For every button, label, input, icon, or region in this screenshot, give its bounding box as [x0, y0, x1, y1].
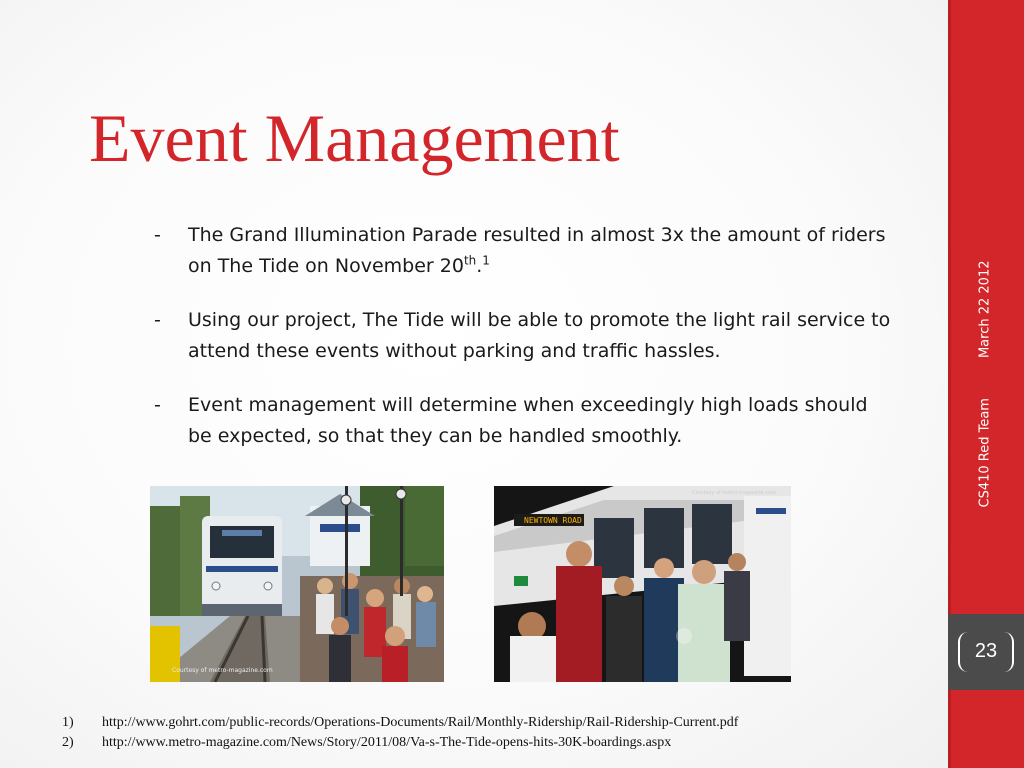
photo-credit: Courtesy of metro-magazine.com — [172, 667, 273, 674]
bullet-text: Event management will determine when exceedingly high loads should be expected, so that they can be handled smoothly. — [188, 394, 868, 447]
photo-day-station — [150, 486, 444, 682]
reference-number: 1) — [62, 715, 74, 730]
footer-text: CS410 Red Team — [977, 398, 993, 508]
bullet-list — [152, 220, 892, 475]
ordinal-suffix: th — [463, 253, 477, 268]
side-footer — [978, 261, 993, 508]
footnote-ref: 1 — [482, 253, 490, 268]
page-number-box — [948, 614, 1024, 690]
bullet-text: Using our project, The Tide will be able to promote the light rail service to attend these events without parking and traffic hassles. — [188, 309, 891, 362]
reference-item — [62, 713, 738, 733]
footer-date: March 22 2012 — [977, 260, 993, 359]
slide-title: Event Management — [89, 100, 620, 176]
reference-url[interactable]: http://www.gohrt.com/public-records/Operations-Documents/Rail/Monthly-Ridership/Rail-Ridership-Current.pdf — [102, 715, 739, 730]
reference-item — [62, 733, 738, 753]
bullet-item — [152, 390, 892, 452]
bullet-marker: - — [154, 394, 161, 416]
reference-url[interactable]: http://www.metro-magazine.com/News/Story/2011/08/Va-s-The-Tide-opens-hits-30K-boardings.aspx — [102, 735, 672, 750]
bullet-text: The Grand Illumination Parade resulted in almost 3x the amount of riders on The Tide on November 20 — [188, 224, 886, 277]
page-number-frame — [958, 632, 1014, 672]
photo-night-boarding — [494, 486, 791, 682]
bullet-item — [152, 220, 892, 282]
bullet-item — [152, 305, 892, 367]
bullet-marker: - — [154, 309, 161, 331]
reference-number: 2) — [62, 735, 74, 750]
bullet-end: . — [476, 255, 483, 277]
page-number: 23 — [974, 640, 998, 662]
destination-sign: NEWTOWN ROAD — [524, 516, 582, 525]
reference-list — [62, 713, 738, 753]
photo-credit: Courtesy of metro-magazine.com — [692, 490, 776, 496]
bullet-marker: - — [154, 224, 161, 246]
